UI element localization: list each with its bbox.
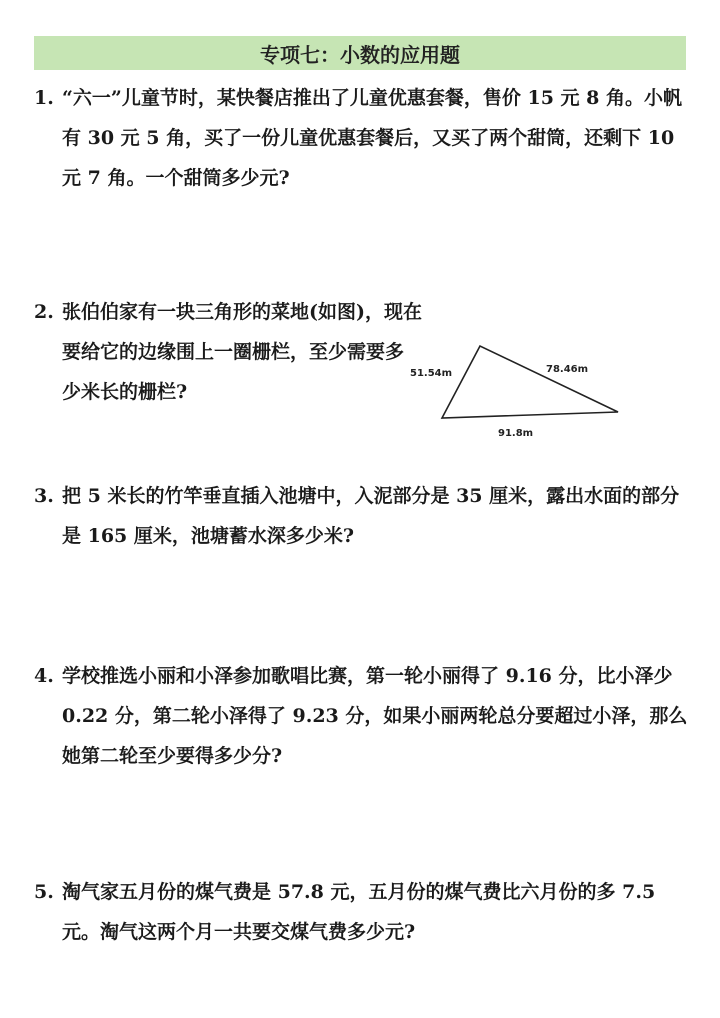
problem-5	[34, 872, 694, 952]
side-right-label: 78.46m	[546, 364, 589, 375]
problem-number: 5.	[34, 881, 54, 903]
side-left-label: 51.54m	[410, 368, 453, 379]
problem-text: 学校推选小丽和小泽参加歌唱比赛，第一轮小丽得了 9.16 分，比小泽少 0.22 分，第二轮小泽得了 9.23 分，如果小丽两轮总分要超过小泽，那么她第二轮至少要得多少分?	[62, 665, 688, 767]
problem-text: 把 5 米长的竹竿垂直插入池塘中，入泥部分是 35 厘米，露出水面的部分是 165 厘米，池塘蓄水深多少米?	[62, 485, 680, 547]
problem-text: 淘气家五月份的煤气费是 57.8 元，五月份的煤气费比六月份的多 7.5 元。淘气这两个月一共要交煤气费多少元?	[62, 881, 656, 943]
side-bottom-label: 91.8m	[498, 428, 534, 439]
triangle-shape	[442, 346, 618, 418]
problem-number: 4.	[34, 665, 54, 687]
problem-3	[34, 476, 694, 556]
problem-number: 1.	[34, 87, 54, 109]
problem-number: 2.	[34, 301, 54, 323]
triangle-figure	[398, 338, 638, 448]
problem-1	[34, 78, 694, 198]
section-title: 专项七：小数的应用题	[34, 36, 686, 70]
problem-4	[34, 656, 694, 776]
problem-text: 张伯伯家有一块三角形的菜地(如图)，现在要给它的边缘围上一圈栅栏，至少需要多少米长的栅栏?	[62, 301, 422, 403]
problem-text: “六一”儿童节时，某快餐店推出了儿童优惠套餐，售价 15 元 8 角。小帆有 30 元 5 角，买了一份儿童优惠套餐后，又买了两个甜筒，还剩下 10 元 7 角。一个甜筒多少元?	[62, 87, 682, 189]
triangle-diagram	[398, 338, 638, 448]
problem-number: 3.	[34, 485, 54, 507]
